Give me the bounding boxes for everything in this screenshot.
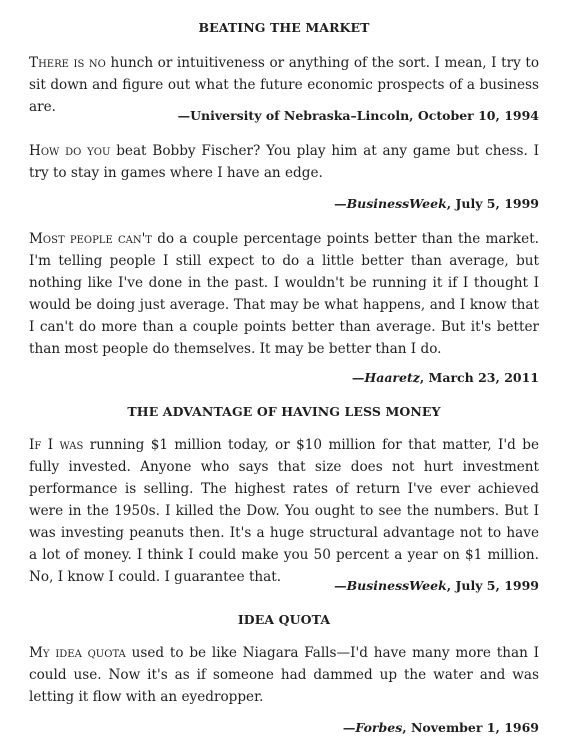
attribution-dash: — [342,720,356,735]
attribution-dash: — [177,108,191,123]
quote-lead: Most people can't [29,231,152,247]
quote-paragraph [29,140,539,184]
quote-lead: How do you [29,143,111,159]
quote-lead: If I was [29,437,84,453]
attribution-source: Haaretz [364,370,420,385]
attribution-source: BusinessWeek [346,196,447,211]
section-heading-beating-the-market: BEATING THE MARKET [198,20,370,35]
quote-attribution [29,720,539,735]
quote-lead: There is no [29,55,106,71]
quote-attribution [29,578,539,593]
attribution-source: BusinessWeek [346,578,447,593]
attribution-date: , November 1, 1969 [402,720,539,735]
quote-attribution [29,196,539,211]
quote-lead: My idea quota [29,645,126,661]
quote-text: hunch or intuitiveness or anything of the sort. I mean, I try to sit down and figure out what the future economic prospects of a business are. [29,55,540,115]
quote-text: beat Bobby Fischer? You play him at any game but chess. I try to stay in games where I have an edge. [29,143,539,181]
quote-paragraph [29,228,539,360]
attribution-source: University of Nebraska–Lincoln [190,108,410,123]
section-heading-advantage-less-money: THE ADVANTAGE OF HAVING LESS MONEY [127,404,441,419]
attribution-dash: — [334,196,347,211]
attribution-date: , July 5, 1999 [446,196,539,211]
quote-text: do a couple percentage points better than the market. I'm telling people I still expect to do a little better than average, but nothing like I've done in the past. I wouldn't be running it if I thought I would be doing just average. That may be what happens, and I know that I can't do more than a couple points better than average. But it's better than most people do themselves. It may be better than I do. [29,231,540,357]
quote-paragraph [29,434,539,588]
quote-paragraph [29,642,539,708]
quote-attribution [29,370,539,385]
attribution-dash: — [334,578,347,593]
attribution-date: , March 23, 2011 [419,370,539,385]
attribution-date: , July 5, 1999 [446,578,539,593]
quote-text: used to be like Niagara Falls—I'd have many more than I could use. Now it's as if someone had dammed up the water and was letting it flow with an eyedropper. [29,645,539,705]
quote-attribution [29,108,539,123]
attribution-date: , October 10, 1994 [409,108,539,123]
attribution-source: Forbes [355,720,403,735]
section-heading-idea-quota: IDEA QUOTA [237,612,331,627]
quote-text: running $1 million today, or $10 million for that matter, I'd be fully invested. Anyone who says that size does not hurt investment performance is selling. The highest rates of return I've ever achieved were in the 1950s. I killed the Dow. You ought to see the numbers. But I was investing peanuts then. It's a huge structural advantage not to have a lot of money. I think I could make you 50 percent a year on $1 million. No, I know I could. I guarantee that. [29,437,539,585]
attribution-dash: — [351,370,365,385]
